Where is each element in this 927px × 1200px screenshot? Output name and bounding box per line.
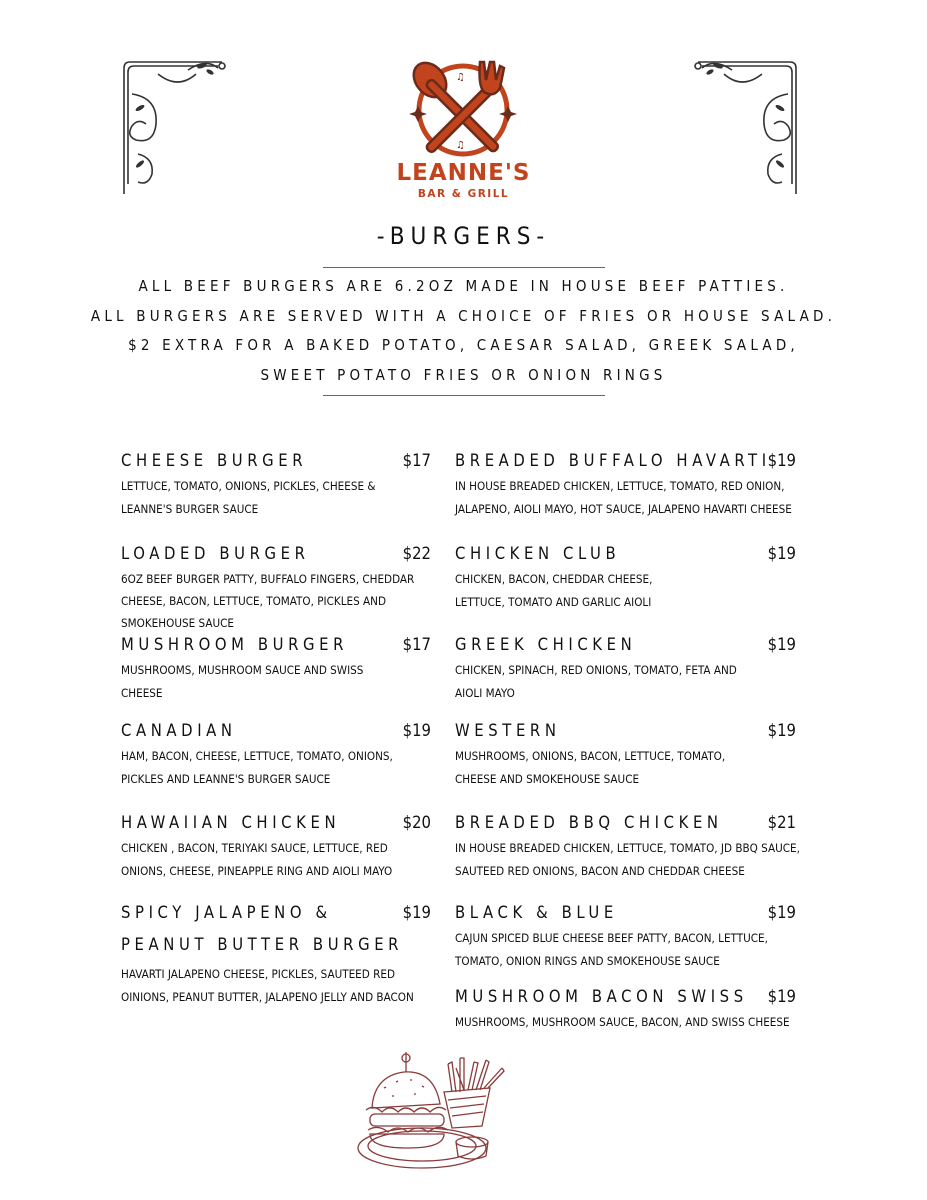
item-description [121,475,431,521]
menu-item-breaded-buffalo-havarti [455,449,796,521]
item-price: $19 [767,903,796,922]
item-description [121,659,431,705]
menu-item-breaded-bbq-chicken [455,811,800,883]
item-name: BREADED BBQ CHICKEN [455,813,723,832]
item-name: WESTERN [455,721,561,740]
divider [323,395,605,396]
item-desc-line: SAUTEED RED ONIONS, BACON AND CHEDDAR CHEESE [455,864,745,878]
item-price: $19 [767,987,796,1006]
menu-item-mushroom-bacon-swiss [455,985,796,1034]
item-description [455,659,796,705]
menu-item-loaded-burger [121,542,431,634]
menu-item-spicy-jalapeno-pb-burger [121,901,431,1009]
svg-text:♫: ♫ [456,72,465,83]
burger-fries-illustration-icon [352,1048,522,1174]
item-price: $20 [402,813,431,832]
item-desc-line: MUSHROOMS, MUSHROOM SAUCE AND SWISS [121,663,364,677]
item-name: SPICY JALAPENO & [121,903,332,922]
item-desc-line: CAJUN SPICED BLUE CHEESE BEEF PATTY, BACON, LETTUCE, [455,931,768,945]
item-desc-line: HAVARTI JALAPENO CHEESE, PICKLES, SAUTEED RED [121,967,395,981]
item-desc-line: CHICKEN, SPINACH, RED ONIONS, TOMATO, FETA AND [455,663,737,677]
item-name: CANADIAN [121,721,237,740]
item-price: $19 [767,635,796,654]
menu-item-chicken-club [455,542,796,614]
menu-item-western [455,719,796,791]
menu-item-canadian [121,719,431,791]
item-desc-line: IN HOUSE BREADED CHICKEN, LETTUCE, TOMATO, RED ONION, [455,479,785,493]
item-description [121,963,431,1009]
item-desc-line: CHEESE [121,686,163,700]
item-name: HAWAIIAN CHICKEN [121,813,341,832]
logo-icon [400,58,527,160]
item-desc-line: LEANNE'S BURGER SAUCE [121,502,259,516]
item-desc-line: MUSHROOMS, ONIONS, BACON, LETTUCE, TOMATO, [455,749,726,763]
item-desc-line: CHICKEN , BACON, TERIYAKI SAUCE, LETTUCE, RED [121,841,388,855]
item-desc-line: IN HOUSE BREADED CHICKEN, LETTUCE, TOMATO, JD BBQ SAUCE, [455,841,800,855]
item-description [121,745,431,791]
item-name: CHEESE BURGER [121,451,308,470]
item-description [121,568,431,634]
item-desc-line: OINIONS, PEANUT BUTTER, JALAPENO JELLY AND BACON [121,990,414,1004]
item-desc-line: JALAPENO, AIOLI MAYO, HOT SAUCE, JALAPENO HAVARTI CHEESE [455,502,792,516]
item-name: CHICKEN CLUB [455,544,621,563]
page-title: -BURGERS- [376,222,551,250]
item-name: MUSHROOM BURGER [121,635,349,654]
item-description [455,568,796,614]
item-price: $17 [402,635,431,654]
item-name: LOADED BURGER [121,544,310,563]
intro-line: ALL BEEF BURGERS ARE 6.2OZ MADE IN HOUSE BEEF PATTIES. [138,277,789,295]
intro-line: $2 EXTRA FOR A BAKED POTATO, CAESAR SALAD, GREEK SALAD, [128,336,799,354]
item-name: BLACK & BLUE [455,903,618,922]
brand-name: LEANNE'S [396,160,531,186]
item-price: $19 [767,721,796,740]
item-price: $19 [402,903,431,922]
item-description [455,1011,796,1034]
item-description [121,837,431,883]
item-desc-line: LETTUCE, TOMATO AND GARLIC AIOLI [455,595,652,609]
intro-text [60,272,867,390]
item-description [455,745,796,791]
item-price: $17 [402,451,431,470]
item-desc-line: CHICKEN, BACON, CHEDDAR CHEESE, [455,572,653,586]
divider [323,267,605,268]
menu-item-mushroom-burger [121,633,431,705]
menu-item-greek-chicken [455,633,796,705]
item-description [455,927,796,973]
item-desc-line: SMOKEHOUSE SAUCE [121,616,234,630]
item-desc-line: TOMATO, ONION RINGS AND SMOKEHOUSE SAUCE [455,954,720,968]
item-desc-line: 6OZ BEEF BURGER PATTY, BUFFALO FINGERS, CHEDDAR [121,572,415,586]
item-description [455,475,796,521]
menu-item-hawaiian-chicken [121,811,431,883]
intro-line: SWEET POTATO FRIES OR ONION RINGS [260,365,667,384]
item-name: GREEK CHICKEN [455,635,637,654]
item-desc-line: AIOLI MAYO [455,686,515,700]
item-desc-line: CHEESE AND SMOKEHOUSE SAUCE [455,772,640,786]
item-price: $19 [767,544,796,563]
item-desc-line: ONIONS, CHEESE, PINEAPPLE RING AND AIOLI MAYO [121,864,393,878]
menu-item-black-and-blue [455,901,796,973]
item-price: $19 [767,451,796,470]
intro-line: ALL BURGERS ARE SERVED WITH A CHOICE OF FRIES OR HOUSE SALAD. [90,306,837,325]
brand-subtitle: BAR & GRILL [417,188,510,200]
menu-item-cheese-burger [121,449,431,521]
item-name-line2: PEANUT BUTTER BURGER [121,935,404,954]
item-desc-line: HAM, BACON, CHEESE, LETTUCE, TOMATO, ONIONS, [121,749,393,763]
item-desc-line: CHEESE, BACON, LETTUCE, TOMATO, PICKLES AND [121,594,387,608]
item-price: $19 [402,721,431,740]
item-desc-line: LETTUCE, TOMATO, ONIONS, PICKLES, CHEESE & [121,479,376,493]
svg-text:♫: ♫ [456,140,465,151]
item-desc-line: MUSHROOMS, MUSHROOM SAUCE, BACON, AND SWISS CHEESE [455,1015,790,1029]
item-price: $22 [402,544,431,563]
item-description [455,837,800,883]
item-name: MUSHROOM BACON SWISS [455,987,748,1006]
item-desc-line: PICKLES AND LEANNE'S BURGER SAUCE [121,772,331,786]
item-price: $21 [767,813,796,832]
item-name: BREADED BUFFALO HAVARTI [455,451,771,470]
